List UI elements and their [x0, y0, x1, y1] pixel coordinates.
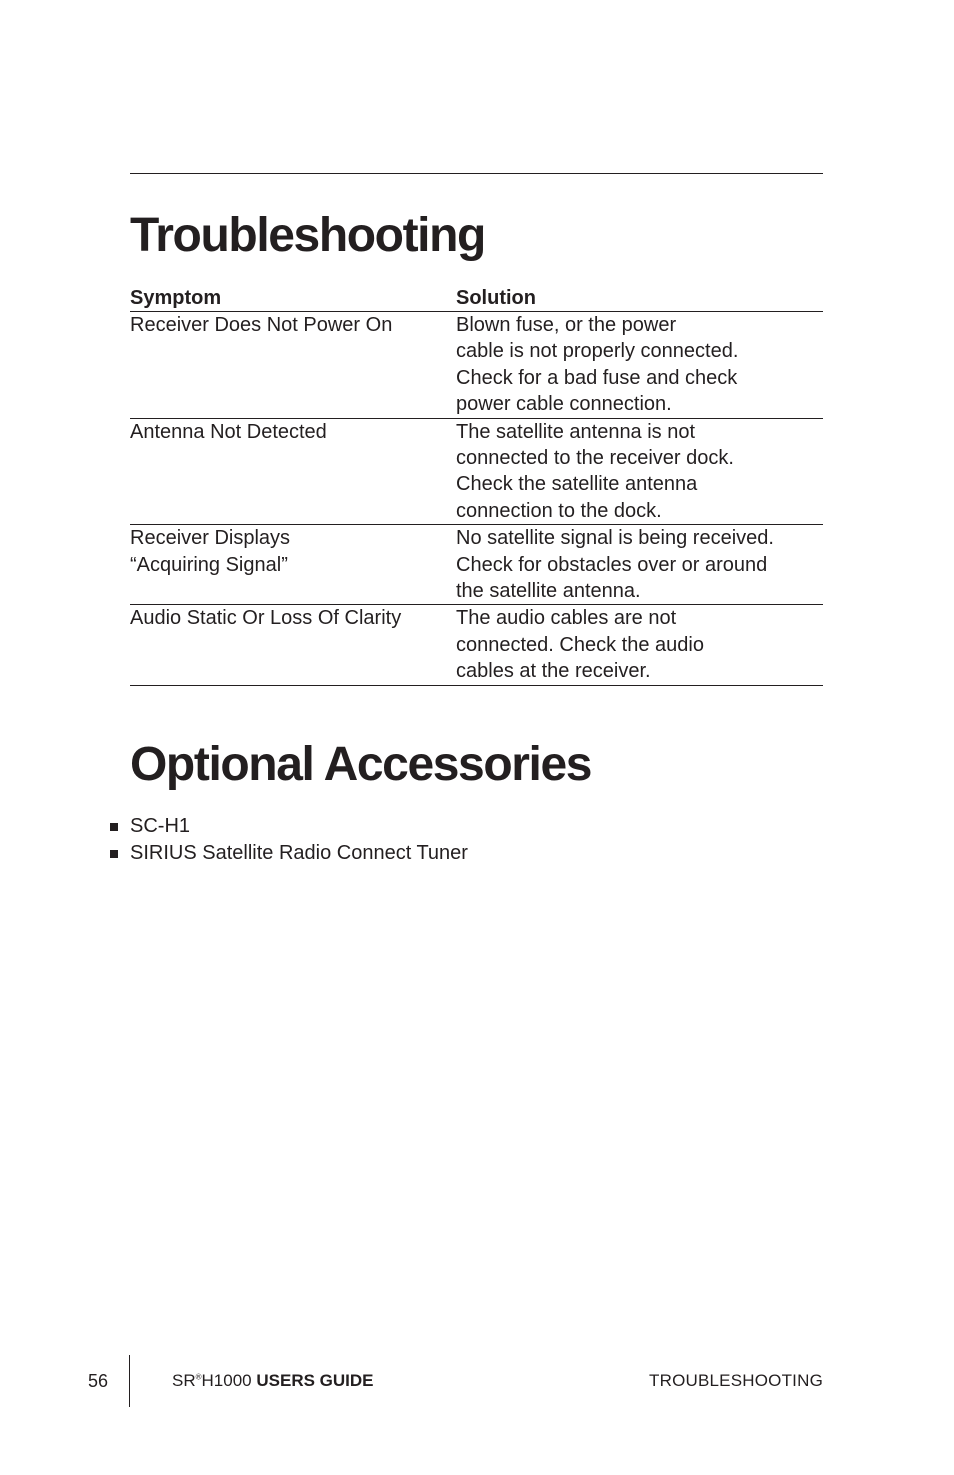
- solution-text: The audio cables are not: [456, 607, 677, 630]
- symptom-text: Audio Static Or Loss Of Clarity: [130, 607, 402, 630]
- symptom-cell: [130, 312, 456, 419]
- symptom-text: Receiver Does Not Power On: [130, 314, 393, 336]
- solution-cell: [456, 525, 823, 605]
- accessory-label: SIRIUS Satellite Radio Connect Tuner: [130, 842, 468, 864]
- solution-cell: [456, 418, 823, 525]
- list-item: [110, 840, 468, 867]
- symptom-cell: [130, 525, 456, 605]
- solution-text: connection to the dock.: [456, 499, 662, 522]
- optional-accessories-heading: Optional Accessories: [130, 738, 592, 791]
- symptom-text: Receiver Displays: [130, 527, 291, 550]
- solution-text: cables at the receiver.: [456, 660, 651, 683]
- solution-text: power cable connection.: [456, 393, 672, 416]
- top-rule: [130, 173, 823, 174]
- solution-text: Check for obstacles over or around: [456, 553, 768, 576]
- footer-section-label: TROUBLESHOOTING: [649, 1371, 823, 1390]
- troubleshooting-table: [130, 284, 823, 686]
- accessory-list: [110, 813, 468, 867]
- solution-cell: [456, 312, 823, 419]
- product-prefix: SR: [172, 1371, 196, 1390]
- registered-mark: ®: [195, 1372, 202, 1382]
- troubleshooting-heading: Troubleshooting: [130, 209, 485, 262]
- page-number: 56: [88, 1371, 109, 1391]
- accessory-label: SC-H1: [130, 815, 191, 837]
- table-header-row: [130, 284, 823, 312]
- table-row: [130, 418, 823, 525]
- product-model: H1000: [201, 1371, 252, 1390]
- symptom-text: Antenna Not Detected: [130, 420, 327, 443]
- solution-text: Check for a bad fuse and check: [456, 366, 738, 389]
- solution-text: Check the satellite antenna: [456, 473, 698, 496]
- solution-text: cable is not properly connected.: [456, 340, 739, 363]
- solution-text: the satellite antenna.: [456, 580, 641, 603]
- square-bullet-icon: [110, 850, 118, 858]
- table-row: [130, 525, 823, 605]
- symptom-cell: [130, 418, 456, 525]
- solution-cell: [456, 605, 823, 685]
- solution-text: The satellite antenna is not: [456, 420, 696, 443]
- guide-label: USERS GUIDE: [256, 1371, 374, 1390]
- solution-text: Blown fuse, or the power: [456, 314, 677, 336]
- solution-text: connected to the receiver dock.: [456, 447, 734, 470]
- footer-guide-title: [172, 1370, 374, 1392]
- square-bullet-icon: [110, 823, 118, 831]
- table-row: [130, 605, 823, 685]
- symptom-column-header: Symptom: [130, 284, 456, 312]
- list-item: [110, 813, 468, 840]
- symptom-cell: [130, 605, 456, 685]
- symptom-text: “Acquiring Signal”: [130, 553, 288, 576]
- solution-text: No satellite signal is being received.: [456, 527, 774, 550]
- footer-divider: [129, 1355, 130, 1407]
- solution-text: connected. Check the audio: [456, 633, 704, 656]
- solution-column-header: Solution: [456, 284, 823, 312]
- table-row: [130, 312, 823, 419]
